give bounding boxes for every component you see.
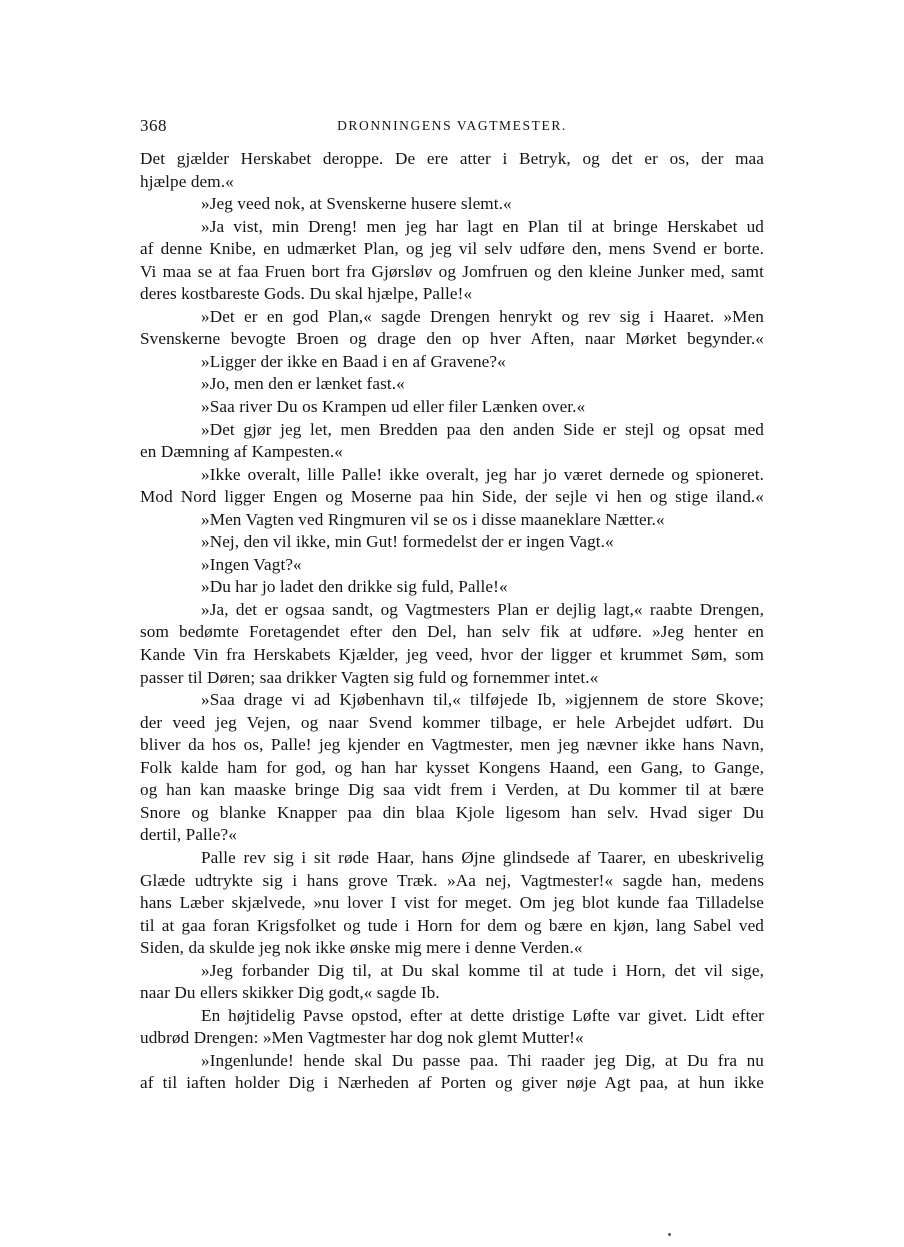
page-header [140, 116, 764, 140]
text-line: af til iaften holder Dig i Nærheden af Porten og giver nøje Agt paa, at hun ikke [140, 1073, 764, 1093]
text-line: Svenskerne bevogte Broen og drage den op hver Aften, naar Mørket begynder.« [140, 329, 764, 349]
text-line: bliver da hos os, Palle! jeg kjender en Vagtmester, men jeg nævner ikke hans Navn, [140, 735, 764, 755]
text-line: »Ingen Vagt?« [201, 554, 302, 574]
text-line: Vi maa se at faa Fruen bort fra Gjørsløv og Jomfruen og den kleine Junker med, samt [140, 261, 764, 281]
text-line: »Men Vagten ved Ringmuren vil se os i disse maaneklare Nætter.« [201, 509, 665, 529]
text-line: »Ja vist, min Dreng! men jeg har lagt en Plan til at bringe Herskabet ud [201, 216, 764, 236]
text-line: »Det gjør jeg let, men Bredden paa den anden Side er stejl og opsat med [201, 419, 764, 439]
page-number: 368 [140, 116, 167, 135]
text-line: Kande Vin fra Herskabets Kjælder, jeg veed, hvor der ligger et krummet Søm, som [140, 645, 764, 665]
text-line: »Du har jo ladet den drikke sig fuld, Palle!« [201, 577, 508, 597]
text-line: »Det er en god Plan,« sagde Drengen henrykt og rev sig i Haaret. »Men [201, 306, 764, 326]
text-line: udbrød Drengen: »Men Vagtmester har dog nok glemt Mutter!« [140, 1028, 584, 1048]
text-line: »Ligger der ikke en Baad i en af Gravene?« [201, 351, 506, 371]
text-line: passer til Døren; saa drikker Vagten sig fuld og fornemmer intet.« [140, 667, 599, 687]
text-line: og han kan maaske bringe Dig saa vidt frem i Verden, at Du kommer til at bære [140, 780, 764, 800]
text-line: Palle rev sig i sit røde Haar, hans Øjne glindsede af Taarer, en ubeskrivelig [201, 847, 764, 867]
text-line: til at gaa foran Krigsfolket og tude i Horn for dem og bære en kjøn, lang Sabel ved [140, 915, 764, 935]
text-line: deres kostbareste Gods. Du skal hjælpe, Palle!« [140, 284, 473, 304]
text-line: hans Læber skjælvede, »nu lover I vist for meget. Om jeg blot kunde faa Tilladelse [140, 893, 764, 913]
text-line: »Jeg veed nok, at Svenskerne husere slemt.« [201, 194, 512, 214]
text-line: »Ingenlunde! hende skal Du passe paa. Thi raader jeg Dig, at Du fra nu [201, 1050, 764, 1070]
text-line: »Jeg forbander Dig til, at Du skal komme til at tude i Horn, det vil sige, [201, 960, 764, 980]
text-line: »Saa river Du os Krampen ud eller filer Lænken over.« [201, 397, 586, 417]
text-line: Snore og blanke Knapper paa din blaa Kjole ligesom han selv. Hvad siger Du [140, 802, 764, 822]
text-line: hjælpe dem.« [140, 171, 234, 191]
text-line: naar Du ellers skikker Dig godt,« sagde Ib. [140, 983, 440, 1003]
text-line: »Nej, den vil ikke, min Gut! formedelst der er ingen Vagt.« [201, 532, 614, 552]
text-line: »Jo, men den er lænket fast.« [201, 374, 405, 394]
text-line: Siden, da skulde jeg nok ikke ønske mig mere i denne Verden.« [140, 938, 583, 958]
text-line: Glæde udtrykte sig i hans grove Træk. »Aa nej, Vagtmester!« sagde han, medens [140, 870, 764, 890]
running-title: DRONNINGENS VAGTMESTER. [337, 118, 567, 133]
text-line: Folk kalde ham for god, og han har kysset Kongens Haand, een Gang, to Gange, [140, 757, 764, 777]
text-line: En højtidelig Pavse opstod, efter at dette dristige Løfte var givet. Lidt efter [201, 1005, 764, 1025]
text-line: dertil, Palle?« [140, 825, 237, 845]
text-line: som bedømte Foretagendet efter den Del, han selv fik at udføre. »Jeg henter en [140, 622, 764, 642]
text-line: Det gjælder Herskabet deroppe. De ere atter i Betryk, og det er os, der maa [140, 149, 764, 168]
text-line: af denne Knibe, en udmærket Plan, og jeg vil selv udføre den, mens Svend er borte. [140, 239, 764, 259]
body-text [140, 148, 764, 1095]
text-line: Mod Nord ligger Engen og Moserne paa hin Side, der sejle vi hen og stige iland.« [140, 487, 764, 507]
text-line: »Saa drage vi ad Kjøbenhavn til,« tilføjede Ib, »igjennem de store Skove; [201, 690, 764, 710]
text-line: »Ja, det er ogsaa sandt, og Vagtmesters Plan er dejlig lagt,« raabte Drengen, [201, 599, 764, 619]
text-line: der veed jeg Vejen, og naar Svend kommer tilbage, er hele Arbejdet udført. Du [140, 712, 764, 732]
print-speck [668, 1233, 671, 1236]
text-line: en Dæmning af Kampesten.« [140, 442, 343, 462]
text-line: »Ikke overalt, lille Palle! ikke overalt, jeg har jo været dernede og spioneret. [201, 464, 764, 484]
